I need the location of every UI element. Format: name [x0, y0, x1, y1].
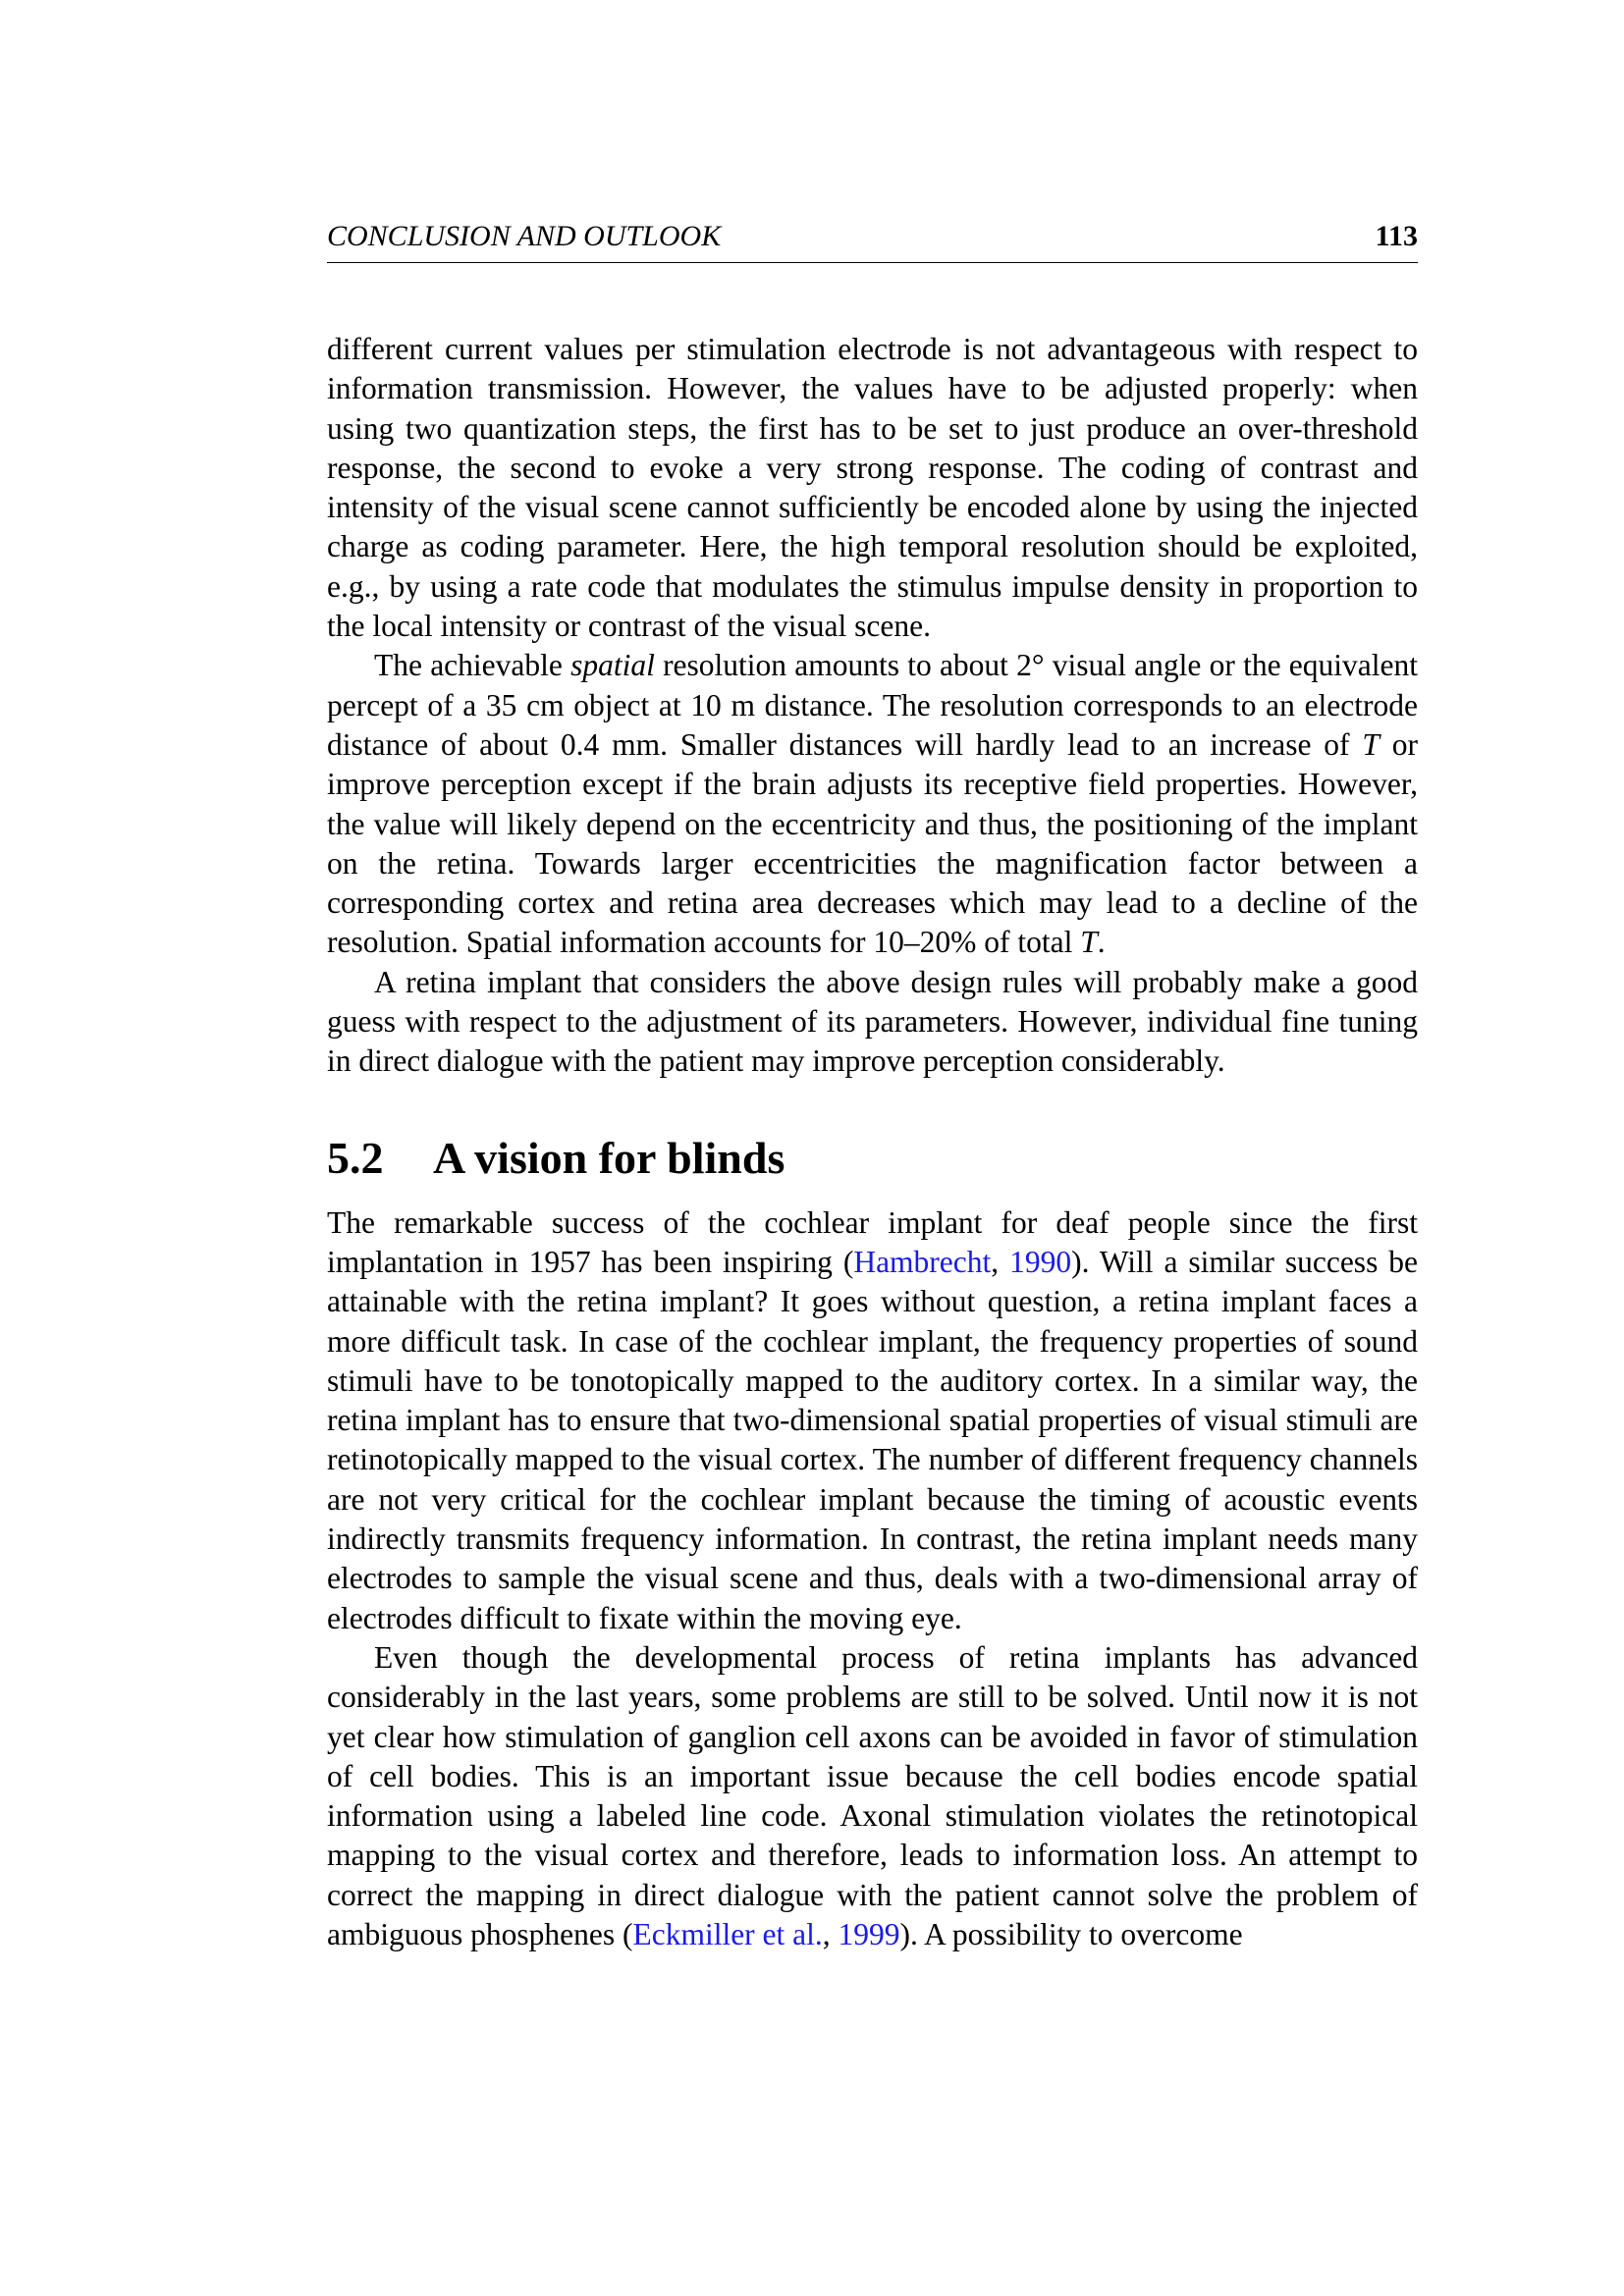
running-header	[327, 214, 1418, 263]
paragraph-1: different current values per stimulation electrode is not advantageous with respect to information transmission. However, the values have to be adjusted properly: when using two quantization steps, the first has to be set to just produce an over-threshold response, the second to evoke a very strong response. The coding of contrast and intensity of the visual scene cannot sufficiently be encoded alone by using the injected charge as coding parameter. Here, the high temporal resolution should be exploited, e.g., by using a rate code that modulates the stimulus impulse density in proportion to the local intensity or contrast of the visual scene.	[327, 332, 1418, 644]
p5-citation-separator: ,	[822, 1916, 839, 1951]
p2-text-a: The achievable	[374, 648, 571, 683]
citation-hambrecht-year[interactable]: 1990	[1009, 1244, 1072, 1279]
paragraph-2	[327, 646, 1418, 962]
body-text	[327, 330, 1418, 1954]
p2-text-d: .	[1097, 925, 1106, 960]
citation-eckmiller-year[interactable]: 1999	[838, 1916, 900, 1951]
p2-text-b: resolution amounts to about 2° visual angle or the equivalent percept of a 35 cm object at 10 m distance. The resolution corresponds to an electrode distance of about 0.4 mm. Smaller distances will hardly lead to an increase of	[327, 648, 1418, 762]
section-number: 5.2	[327, 1132, 384, 1183]
p5-text-b: ). A possibility to overcome	[899, 1916, 1243, 1951]
p2-symbol-t-2: T	[1080, 925, 1098, 960]
p4-citation-separator: ,	[991, 1244, 1010, 1279]
p4-text-b: ). Will a similar success be attainable with the retina implant? It goes without question, a retina implant faces a more difficult task. In case of the cochlear implant, the frequency properties of sound stimuli have to be tonotopically mapped to the auditory cortex. In a similar way, the retina implant has to ensure that two-dimensional spatial properties of visual stimuli are retinotopically mapped to the visual cortex. The number of different frequency channels are not very critical for the cochlear implant because the timing of acoustic events indirectly transmits frequency information. In contrast, the retina implant needs many electrodes to sample the visual scene and thus, deals with a two-dimensional array of electrodes difficult to fixate within the moving eye.	[327, 1244, 1418, 1635]
p4-text-a: The remarkable success of the cochlear implant for deaf people since the first implantation in 1957 has been inspiring (	[327, 1204, 1418, 1279]
section-heading	[327, 1131, 1418, 1186]
p2-emphasis-spatial: spatial	[570, 648, 655, 683]
p5-text-a: Even though the developmental process of retina implants has advanced considerably in the last years, some problems are still to be solved. Until now it is not yet clear how stimulation of ganglion cell axons can be avoided in favor of stimulation of cell bodies. This is an important issue because the cell bodies encode spatial information using a labeled line code. Axonal stimulation violates the retinotopical mapping to the visual cortex and therefore, leads to information loss. An attempt to correct the mapping in direct dialogue with the patient cannot solve the problem of ambiguous phosphenes (	[327, 1639, 1418, 1951]
citation-hambrecht-author[interactable]: Hambrecht	[853, 1244, 992, 1279]
paragraph-3: A retina implant that considers the above design rules will probably make a good guess with respect to the adjustment of its parameters. However, individual fine tuning in direct dialogue with the patient may improve perception considerably.	[327, 964, 1418, 1079]
section-title: A vision for blinds	[433, 1132, 785, 1183]
p2-symbol-t: T	[1362, 726, 1380, 762]
p2-text-c: or improve perception except if the brain adjusts its receptive field properties. However, the value will likely depend on the eccentricity and thus, the positioning of the implant on the retina. Towards larger eccentricities the magnification factor between a corresponding cortex and retina area decreases which may lead to a decline of the resolution. Spatial information accounts for 10–20% of total	[327, 726, 1418, 960]
running-title: CONCLUSION AND OUTLOOK	[327, 220, 722, 252]
citation-eckmiller-author[interactable]: Eckmiller et al.	[632, 1916, 823, 1951]
paragraph-4	[327, 1203, 1418, 1638]
paragraph-5	[327, 1638, 1418, 1954]
page-number: 113	[1375, 220, 1418, 252]
